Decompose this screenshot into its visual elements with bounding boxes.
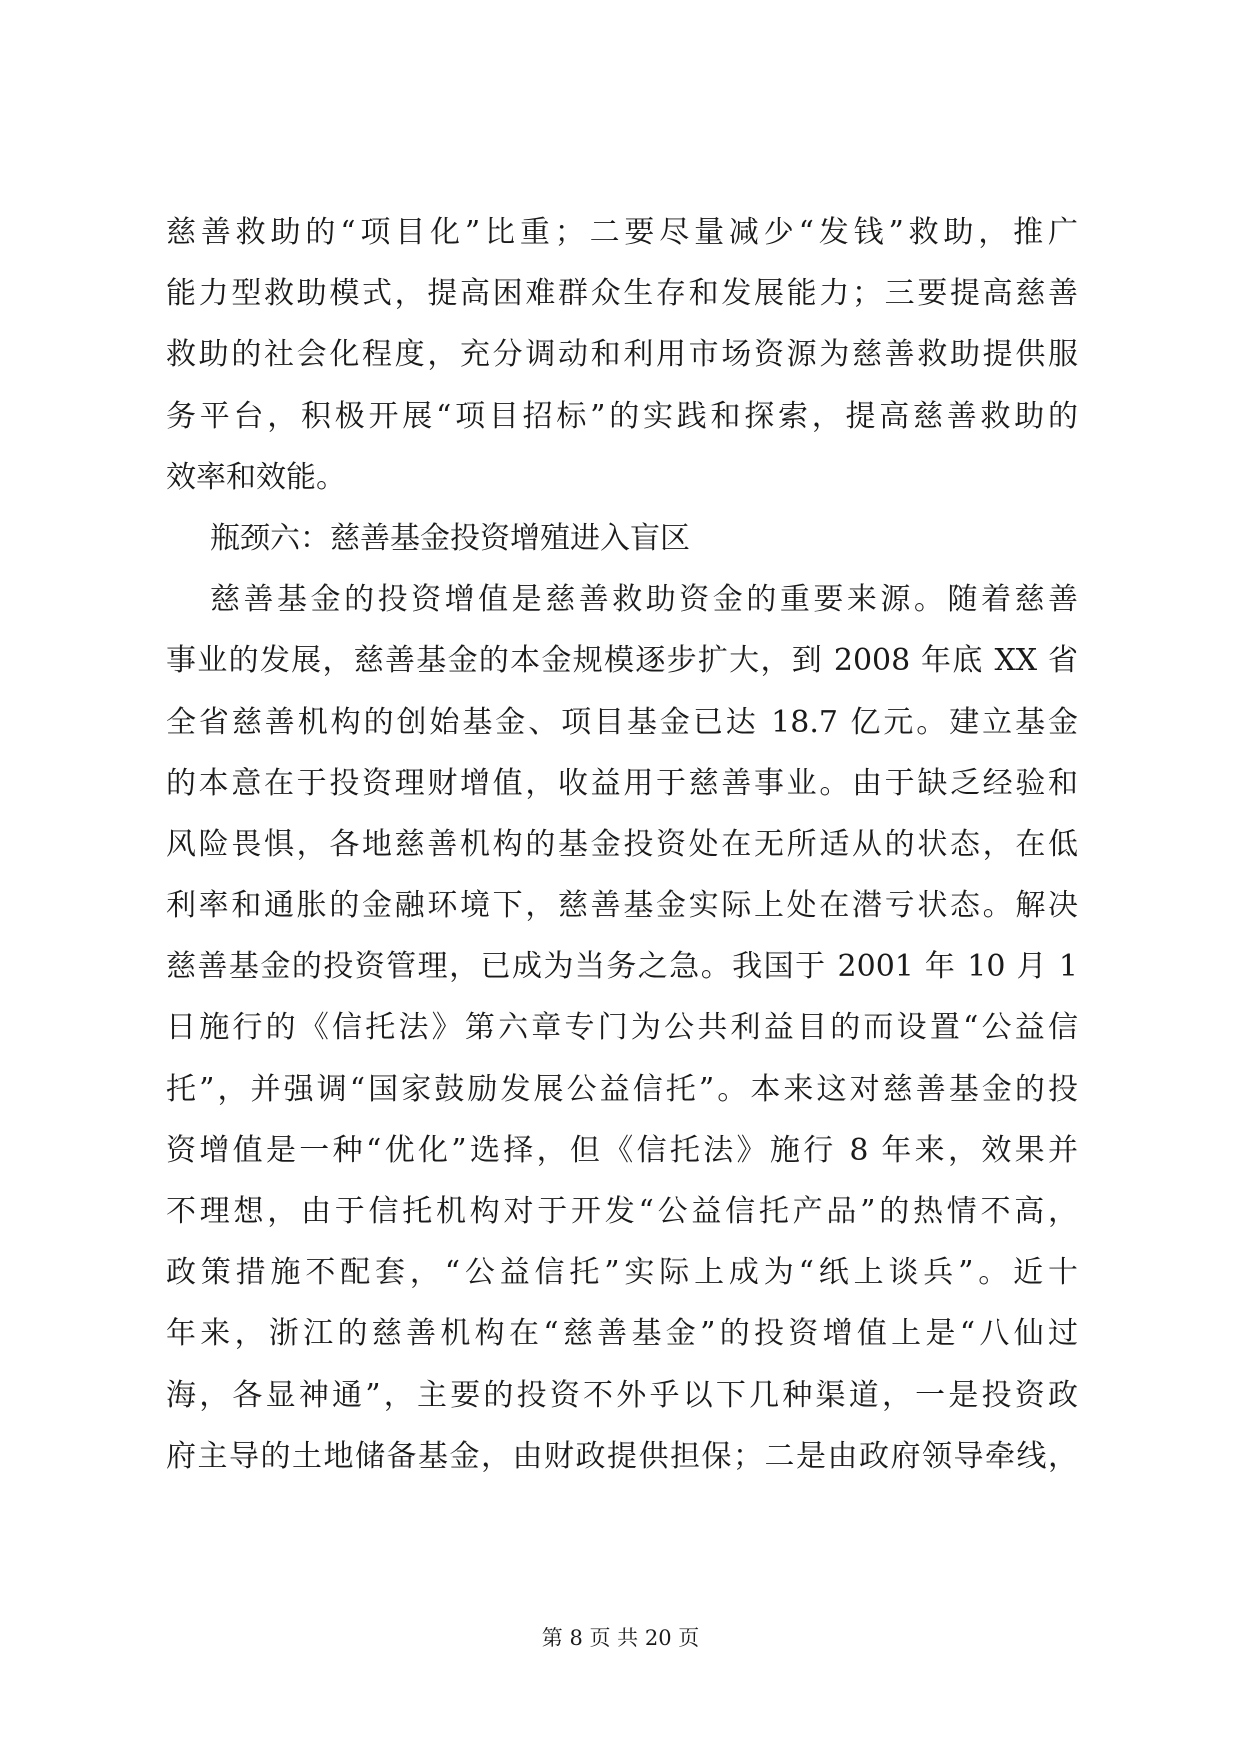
text-line: 不理想，由于信托机构对于开发“公益信托产品”的热情不高， xyxy=(166,1194,1078,1229)
text-line: 风险畏惧，各地慈善机构的基金投资处在无所适从的状态，在低 xyxy=(166,826,1078,862)
text-line: 利率和通胀的金融环境下，慈善基金实际上处在潜亏状态。解决 xyxy=(166,888,1078,924)
text-line: 日施行的《信托法》第六章专门为公共利益目的而设置“公益信 xyxy=(166,1010,1078,1046)
text-line: 慈善基金的投资管理，已成为当务之急。我国于 2001 年 10 月 1 xyxy=(166,949,1078,985)
text-line: 年来，浙江的慈善机构在“慈善基金”的投资增值上是“八仙过 xyxy=(166,1316,1078,1352)
text-line: 救助的社会化程度，充分调动和利用市场资源为慈善救助提供服 xyxy=(166,337,1078,373)
text-line: 府主导的土地储备基金，由财政提供担保；二是由政府领导牵线， xyxy=(166,1438,1078,1474)
text-line: 政策措施不配套，“公益信托”实际上成为“纸上谈兵”。近十 xyxy=(166,1255,1078,1291)
text-line: 全省慈善机构的创始基金、项目基金已达 18.7 亿元。建立基金 xyxy=(166,704,1078,740)
text-line: 事业的发展，慈善基金的本金规模逐步扩大，到 2008 年底 XX 省 xyxy=(166,643,1078,679)
text-line: 的本意在于投资理财增值，收益用于慈善事业。由于缺乏经验和 xyxy=(166,765,1078,801)
text-line: 资增值是一种“优化”选择，但《信托法》施行 8 年来，效果并 xyxy=(166,1132,1078,1168)
text-line: 慈善基金的投资增值是慈善救助资金的重要来源。随着慈善 xyxy=(210,582,1078,618)
text-line: 托”，并强调“国家鼓励发展公益信托”。本来这对慈善基金的投 xyxy=(166,1071,1078,1107)
text-line: 慈善救助的“项目化”比重；二要尽量减少“发钱”救助，推广 xyxy=(166,215,1078,250)
text-line: 海，各显神通”，主要的投资不外乎以下几种渠道，一是投资政 xyxy=(166,1377,1078,1413)
text-line: 效率和效能。 xyxy=(166,459,346,495)
section-heading: 瓶颈六：慈善基金投资增殖进入盲区 xyxy=(210,520,690,556)
body-text xyxy=(166,202,1078,1487)
page-number-footer: 第 8 页 共 20 页 xyxy=(541,1626,700,1650)
text-line: 务平台，积极开展“项目招标”的实践和探索，提高慈善救助的 xyxy=(166,398,1078,434)
text-line: 能力型救助模式，提高困难群众生存和发展能力；三要提高慈善 xyxy=(166,276,1078,312)
